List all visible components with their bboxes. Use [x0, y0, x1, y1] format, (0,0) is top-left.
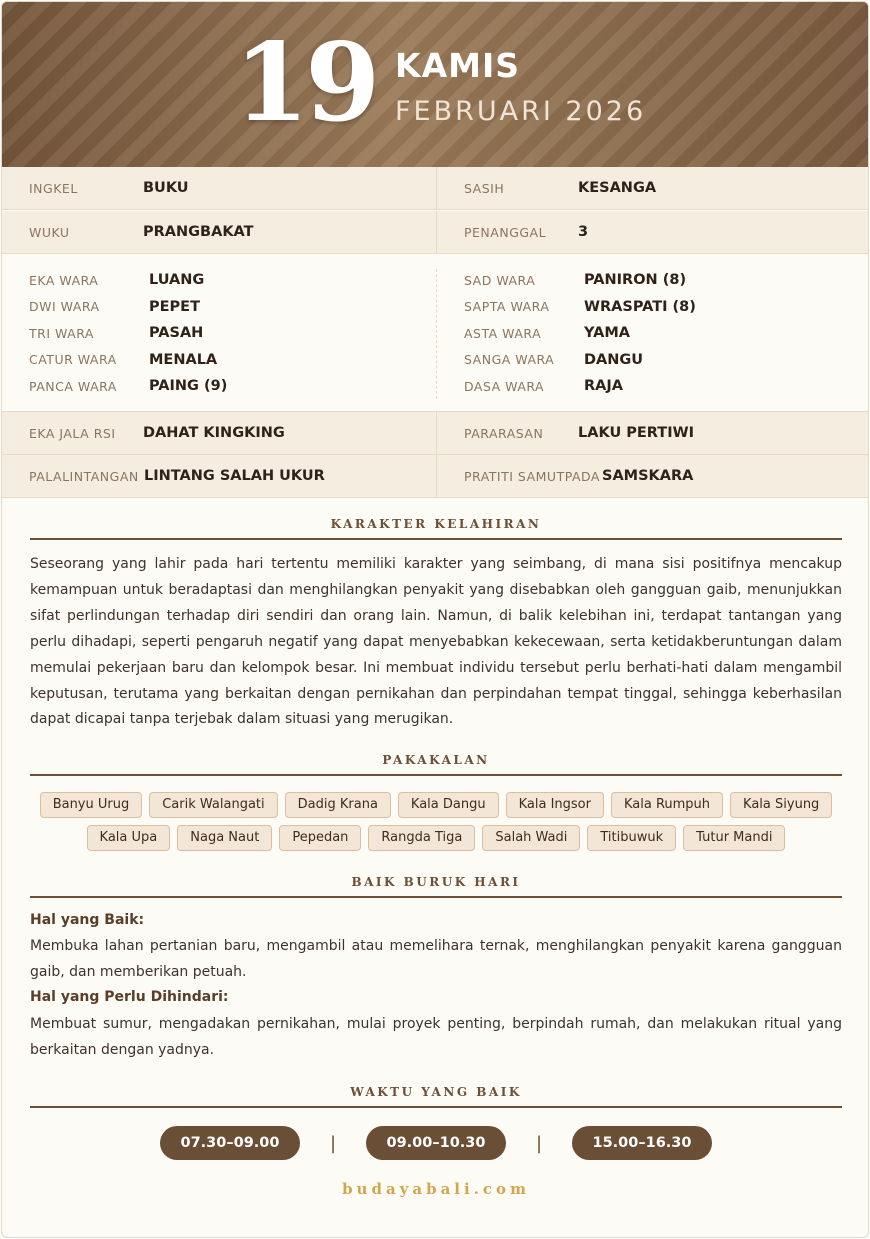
- pakakalan-chip: Kala Dangu: [398, 792, 499, 818]
- wara-label: CATUR WARA: [29, 352, 117, 368]
- wara-value: LUANG: [149, 272, 205, 289]
- palalintangan-label: PALALINTANGAN: [29, 468, 139, 484]
- wara-row: [464, 347, 864, 374]
- wara-row: [464, 373, 864, 400]
- pratiti-samutpada-label: PRATITI SAMUTPADA: [464, 468, 600, 484]
- time-slot-pill: 09.00–10.30: [366, 1126, 506, 1160]
- pakakalan-chip: Dadig Krana: [285, 792, 391, 818]
- wara-label: SANGA WARA: [464, 352, 555, 368]
- ingkel-cell: [2, 167, 436, 209]
- wara-label: SAD WARA: [464, 272, 536, 288]
- info-row-2: [2, 211, 869, 254]
- wara-label: SAPTA WARA: [464, 299, 550, 315]
- wara-row: [29, 320, 429, 347]
- wuku-label: WUKU: [29, 224, 70, 240]
- penanggal-cell: [436, 211, 869, 253]
- wara-value: YAMA: [584, 325, 630, 342]
- pakakalan-chip: Kala Siyung: [730, 792, 832, 818]
- pararasan-cell: [436, 412, 869, 454]
- avoid-text: Membuat sumur, mengadakan pernikahan, mulai proyek penting, berpindah rumah, dan melakukan ritual yang berkaitan dengan yadnya.: [30, 1016, 842, 1058]
- pakakalan-list: [30, 792, 842, 851]
- wara-row: [464, 320, 864, 347]
- wara-row: [29, 294, 429, 321]
- ingkel-label: INGKEL: [29, 180, 78, 196]
- palalintangan-cell: [2, 455, 436, 497]
- penanggal-value: 3: [578, 224, 589, 240]
- day-name: KAMIS: [395, 46, 520, 85]
- pratiti-samutpada-cell: [436, 455, 869, 497]
- wara-label: ASTA WARA: [464, 325, 542, 341]
- wara-row: [464, 267, 864, 294]
- pakakalan-chip: Tutur Mandi: [683, 825, 785, 851]
- wara-value: RAJA: [584, 378, 624, 395]
- pakakalan-chip: Kala Rumpuh: [611, 792, 723, 818]
- wara-label: PANCA WARA: [29, 378, 117, 394]
- wara-divider: [436, 269, 437, 399]
- day-number: 19: [234, 20, 377, 146]
- info-row-4: [2, 455, 869, 498]
- wara-value: WRASPATI (8): [584, 298, 696, 315]
- pakakalan-chip: Naga Naut: [177, 825, 272, 851]
- pakakalan-chip: Pepedan: [279, 825, 361, 851]
- wara-value: PAING (9): [149, 378, 228, 395]
- wara-section: [2, 255, 869, 412]
- pakakalan-chip: Carik Walangati: [149, 792, 277, 818]
- pakakalan-rule: [30, 774, 842, 776]
- site-footer: budayabali.com: [342, 1180, 530, 1198]
- pratiti-samutpada-value: SAMSKARA: [602, 468, 694, 484]
- eka-jala-rsi-cell: [2, 412, 436, 454]
- wara-value: DANGU: [584, 351, 644, 368]
- time-slot-pill: 07.30–09.00: [160, 1126, 300, 1160]
- good-label: Hal yang Baik:: [30, 912, 145, 928]
- sasih-value: KESANGA: [578, 180, 657, 196]
- wara-left-column: [29, 267, 429, 400]
- time-separator: |: [535, 1132, 543, 1154]
- wara-label: DWI WARA: [29, 299, 100, 315]
- wara-right-column: [464, 267, 864, 400]
- good-text: Membuka lahan pertanian baru, mengambil atau memelihara ternak, menghilangkan penyakit karena gangguan gaib, dan memberikan petuah.: [30, 938, 842, 980]
- karakter-rule: [30, 538, 842, 540]
- time-slots: [2, 1126, 869, 1160]
- pararasan-value: LAKU PERTIWI: [578, 425, 694, 441]
- sasih-cell: [436, 167, 869, 209]
- wara-row: [29, 267, 429, 294]
- pakakalan-chip: Kala Upa: [87, 825, 171, 851]
- eka-jala-rsi-label: EKA JALA RSI: [29, 425, 116, 441]
- wuku-cell: [2, 211, 436, 253]
- wara-value: PANIRON (8): [584, 272, 687, 289]
- waktu-title: WAKTU YANG BAIK: [350, 1085, 522, 1099]
- info-row-1: [2, 167, 869, 210]
- calendar-card: [1, 1, 869, 1238]
- date-header: [2, 2, 869, 167]
- wara-label: EKA WARA: [29, 272, 99, 288]
- eka-jala-rsi-value: DAHAT KINGKING: [143, 425, 285, 441]
- penanggal-label: PENANGGAL: [464, 224, 547, 240]
- wara-value: MENALA: [149, 351, 218, 368]
- avoid-label: Hal yang Perlu Dihindari:: [30, 989, 229, 1005]
- karakter-text: Seseorang yang lahir pada hari tertentu memiliki karakter yang seimbang, di mana sisi positifnya mencakup kemampuan untuk beradaptasi dan menghilangkan penyakit yang disebabkan oleh gangguan gaib, menunjukkan sifat perlindungan terhadap diri sendiri dan orang lain. Namun, di balik kelebihan ini, terdapat tantangan yang perlu dihadapi, seperti pengaruh negatif yang dapat menyebabkan kekecewaan, serta ketidakberuntungan dalam memulai pekerjaan baru dan kelompok besar. Ini membuat individu tersebut perlu berhati-hati dalam mengambil keputusan, terutama yang berkaitan dengan pernikahan dan perpindahan tempat tinggal, sehingga keberhasilan dapat dicapai tanpa terjebak dalam situasi yang merugikan.: [30, 556, 842, 728]
- pakakalan-title: PAKAKALAN: [382, 753, 490, 767]
- wuku-value: PRANGBAKAT: [143, 224, 254, 240]
- wara-label: DASA WARA: [464, 378, 545, 394]
- pararasan-label: PARARASAN: [464, 425, 544, 441]
- pakakalan-chip: Titibuwuk: [587, 825, 676, 851]
- wara-row: [464, 294, 864, 321]
- palalintangan-value: LINTANG SALAH UKUR: [144, 468, 325, 484]
- waktu-rule: [30, 1106, 842, 1108]
- sasih-label: SASIH: [464, 180, 505, 196]
- baik-buruk-title: BAIK BURUK HARI: [351, 875, 521, 889]
- wara-row: [29, 347, 429, 374]
- pakakalan-chip: Banyu Urug: [40, 792, 143, 818]
- ingkel-value: BUKU: [143, 180, 189, 196]
- baik-buruk-rule: [30, 896, 842, 898]
- karakter-title: KARAKTER KELAHIRAN: [330, 517, 542, 531]
- time-slot-pill: 15.00–16.30: [572, 1126, 712, 1160]
- wara-value: PASAH: [149, 325, 204, 342]
- pakakalan-chip: Rangda Tiga: [368, 825, 475, 851]
- pakakalan-chip: Salah Wadi: [482, 825, 580, 851]
- pakakalan-chip: Kala Ingsor: [506, 792, 604, 818]
- wara-row: [29, 373, 429, 400]
- month-year: FEBRUARI 2026: [395, 96, 647, 127]
- wara-value: PEPET: [149, 298, 200, 315]
- wara-label: TRI WARA: [29, 325, 94, 341]
- time-separator: |: [329, 1132, 337, 1154]
- info-row-3: [2, 412, 869, 455]
